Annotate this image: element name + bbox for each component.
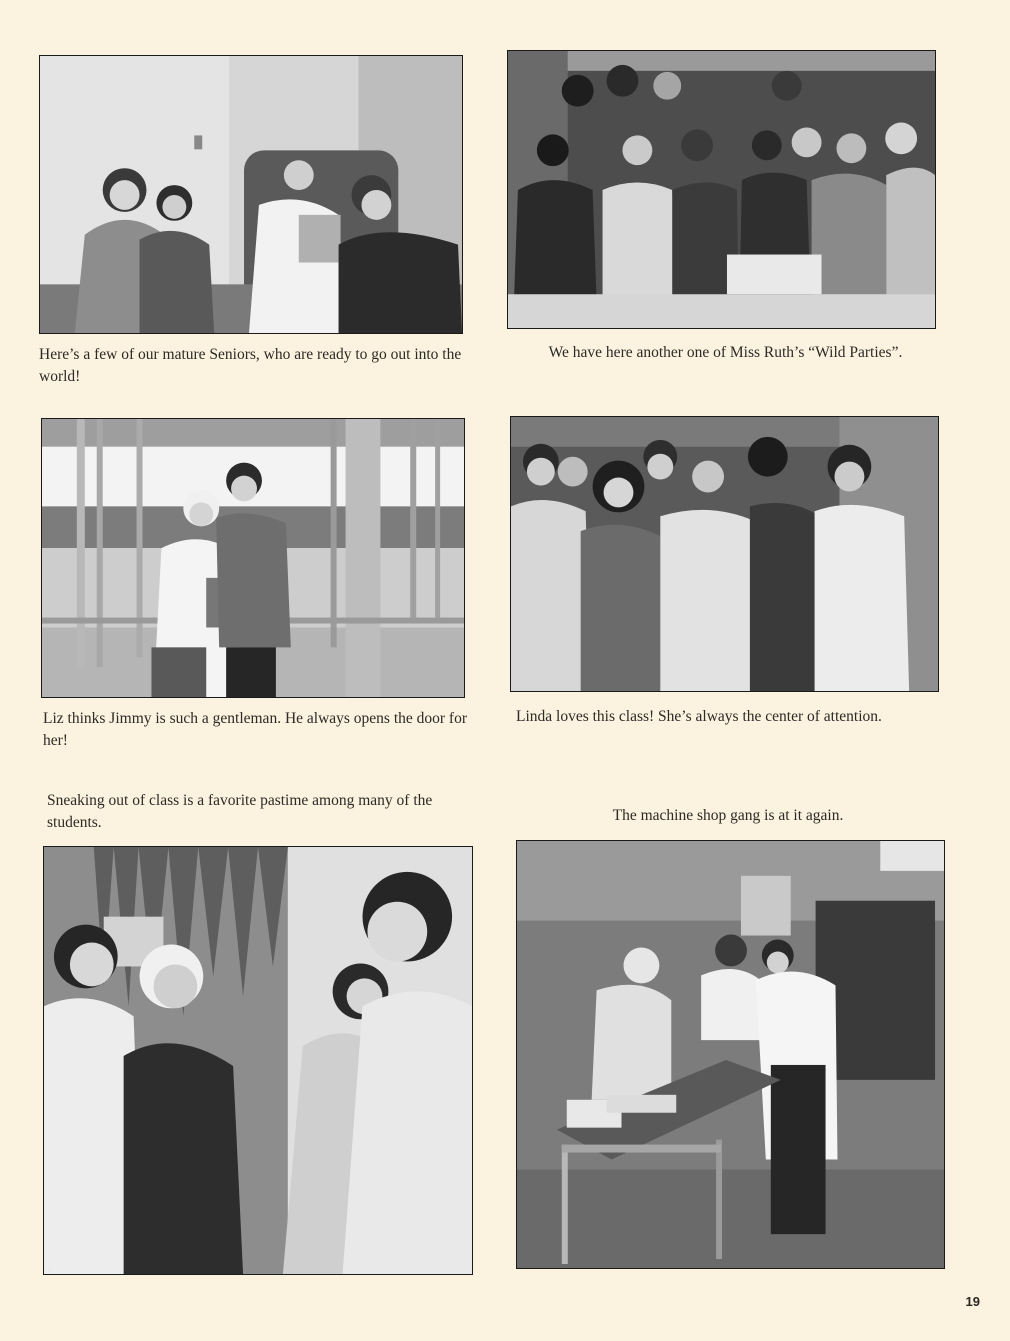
caption-machine-shop: The machine shop gang is at it again. bbox=[612, 807, 844, 824]
photo-party bbox=[507, 50, 936, 329]
caption-linda: Linda loves this class! She’s always the center of attention. bbox=[516, 708, 882, 725]
photo-sneaking bbox=[43, 846, 473, 1275]
caption-party: We have here another one of Miss Ruth’s “Wild Parties”. bbox=[548, 344, 903, 361]
caption-seniors: Here’s a few of our mature Seniors, who are ready to go out into the world! bbox=[39, 346, 462, 385]
photo-seniors bbox=[39, 55, 463, 334]
page-number: 19 bbox=[965, 1294, 980, 1309]
caption-sneaking: Sneaking out of class is a favorite pastime among many of the students. bbox=[47, 792, 433, 831]
photo-linda bbox=[510, 416, 939, 692]
caption-gentleman: Liz thinks Jimmy is such a gentleman. He always opens the door for her! bbox=[43, 710, 468, 749]
photo-machine-shop bbox=[516, 840, 945, 1269]
photo-credit-mark: ▪ bbox=[49, 1268, 51, 1274]
photo-gentleman bbox=[41, 418, 465, 698]
